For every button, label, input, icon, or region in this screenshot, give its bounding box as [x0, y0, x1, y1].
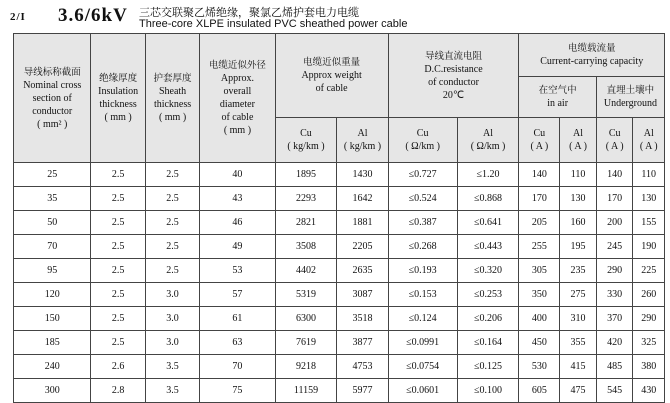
cell-air_al: 415	[560, 355, 597, 379]
header-insulation: 绝缘厚度 Insulation thickness ( mm )	[91, 34, 145, 163]
table-row	[14, 259, 665, 283]
cell-ins: 2.6	[91, 355, 145, 379]
cell-sheath: 2.5	[145, 259, 199, 283]
cell-sheath: 3.0	[145, 307, 199, 331]
table-row	[14, 379, 665, 403]
header-current: 电缆载流量 Current-carrying capacity	[519, 34, 665, 77]
cell-dia: 57	[200, 283, 275, 307]
cell-ins: 2.5	[91, 331, 145, 355]
cell-air_cu: 400	[519, 307, 560, 331]
header-section: 导线标称截面 Nominal cross section of conductor ( mm² )	[14, 34, 91, 163]
cell-air_cu: 350	[519, 283, 560, 307]
cell-r_cu: ≤0.193	[388, 259, 457, 283]
cell-sheath: 3.0	[145, 331, 199, 355]
cell-air_cu: 605	[519, 379, 560, 403]
cell-ug_al: 155	[633, 211, 665, 235]
table-row	[14, 211, 665, 235]
cell-air_al: 235	[560, 259, 597, 283]
cell-w_al: 1642	[337, 187, 388, 211]
cell-r_cu: ≤0.124	[388, 307, 457, 331]
cell-r_al: ≤0.125	[457, 355, 519, 379]
cell-w_al: 2205	[337, 235, 388, 259]
cell-air_cu: 255	[519, 235, 560, 259]
cell-dia: 75	[200, 379, 275, 403]
cell-ug_cu: 200	[596, 211, 633, 235]
cell-w_al: 1881	[337, 211, 388, 235]
table-code: 2/I	[10, 11, 26, 23]
cell-r_cu: ≤0.0601	[388, 379, 457, 403]
cell-ins: 2.5	[91, 235, 145, 259]
cell-r_al: ≤1.20	[457, 163, 519, 187]
header-weight: 电缆近似重量 Approx weight of cable	[275, 34, 388, 118]
cell-w_cu: 2293	[275, 187, 337, 211]
cell-ug_cu: 485	[596, 355, 633, 379]
table-body	[14, 163, 665, 403]
header-weight-cu: Cu ( kg/km )	[275, 118, 337, 163]
cell-ins: 2.5	[91, 283, 145, 307]
header-air-cu: Cu ( A )	[519, 118, 560, 163]
cell-ug_cu: 290	[596, 259, 633, 283]
cell-w_cu: 4402	[275, 259, 337, 283]
cell-air_al: 110	[560, 163, 597, 187]
cell-r_al: ≤0.164	[457, 331, 519, 355]
cell-r_cu: ≤0.727	[388, 163, 457, 187]
cell-ins: 2.8	[91, 379, 145, 403]
cell-w_al: 3087	[337, 283, 388, 307]
header-ug-al: Al ( A )	[633, 118, 665, 163]
cell-w_cu: 9218	[275, 355, 337, 379]
cell-section: 25	[14, 163, 91, 187]
cell-section: 95	[14, 259, 91, 283]
cell-dia: 43	[200, 187, 275, 211]
cell-air_cu: 305	[519, 259, 560, 283]
table-row	[14, 283, 665, 307]
cell-r_cu: ≤0.268	[388, 235, 457, 259]
cell-ug_al: 130	[633, 187, 665, 211]
cell-r_al: ≤0.443	[457, 235, 519, 259]
cell-r_al: ≤0.641	[457, 211, 519, 235]
cell-r_al: ≤0.253	[457, 283, 519, 307]
table-row	[14, 187, 665, 211]
cell-ug_al: 430	[633, 379, 665, 403]
cell-air_cu: 170	[519, 187, 560, 211]
cell-w_cu: 11159	[275, 379, 337, 403]
cell-dia: 70	[200, 355, 275, 379]
cell-sheath: 3.0	[145, 283, 199, 307]
header-resistance: 导线直流电阻 D.C.resistance of conductor 20℃	[388, 34, 519, 118]
cell-r_cu: ≤0.0991	[388, 331, 457, 355]
cell-w_al: 3877	[337, 331, 388, 355]
cell-r_cu: ≤0.153	[388, 283, 457, 307]
cell-r_al: ≤0.206	[457, 307, 519, 331]
cell-air_cu: 205	[519, 211, 560, 235]
title-english: Three-core XLPE insulated PVC sheathed power cable	[139, 18, 408, 30]
header-ug-cu: Cu ( A )	[596, 118, 633, 163]
cell-sheath: 2.5	[145, 187, 199, 211]
cell-w_cu: 3508	[275, 235, 337, 259]
cell-r_al: ≤0.868	[457, 187, 519, 211]
cell-w_al: 4753	[337, 355, 388, 379]
cell-dia: 53	[200, 259, 275, 283]
cell-ug_cu: 545	[596, 379, 633, 403]
cell-section: 185	[14, 331, 91, 355]
header-diameter: 电缆近似外径 Approx. overall diameter of cable ( mm )	[200, 34, 275, 163]
cell-ug_al: 225	[633, 259, 665, 283]
cell-ins: 2.5	[91, 307, 145, 331]
cell-w_al: 3518	[337, 307, 388, 331]
cell-ug_al: 290	[633, 307, 665, 331]
cell-ug_al: 260	[633, 283, 665, 307]
cell-r_cu: ≤0.387	[388, 211, 457, 235]
cell-ug_al: 190	[633, 235, 665, 259]
cell-dia: 61	[200, 307, 275, 331]
cell-ins: 2.5	[91, 187, 145, 211]
cell-ug_cu: 140	[596, 163, 633, 187]
cell-dia: 49	[200, 235, 275, 259]
cell-ins: 2.5	[91, 259, 145, 283]
cell-air_al: 355	[560, 331, 597, 355]
header-res-cu: Cu ( Ω/km )	[388, 118, 457, 163]
cell-ug_al: 110	[633, 163, 665, 187]
cell-r_cu: ≤0.524	[388, 187, 457, 211]
cell-dia: 40	[200, 163, 275, 187]
cell-air_cu: 450	[519, 331, 560, 355]
cell-section: 240	[14, 355, 91, 379]
cell-w_cu: 2821	[275, 211, 337, 235]
cell-ug_cu: 170	[596, 187, 633, 211]
cell-section: 150	[14, 307, 91, 331]
cell-r_cu: ≤0.0754	[388, 355, 457, 379]
cell-air_al: 195	[560, 235, 597, 259]
cell-w_cu: 6300	[275, 307, 337, 331]
cell-w_al: 5977	[337, 379, 388, 403]
cell-w_cu: 5319	[275, 283, 337, 307]
cell-ug_al: 325	[633, 331, 665, 355]
cell-sheath: 2.5	[145, 235, 199, 259]
table-row	[14, 355, 665, 379]
header-sheath: 护套厚度 Sheath thickness ( mm )	[145, 34, 199, 163]
cell-sheath: 3.5	[145, 379, 199, 403]
title-chinese: 三芯交联聚乙烯绝缘，聚氯乙烯护套电力电缆	[139, 6, 359, 19]
voltage-rating: 3.6/6kV	[58, 5, 128, 26]
cell-air_al: 310	[560, 307, 597, 331]
table-row	[14, 235, 665, 259]
cell-air_cu: 530	[519, 355, 560, 379]
cell-ug_cu: 245	[596, 235, 633, 259]
header-in-air: 在空气中 in air	[519, 77, 596, 118]
cell-air_al: 160	[560, 211, 597, 235]
cell-section: 120	[14, 283, 91, 307]
cell-w_cu: 7619	[275, 331, 337, 355]
cell-ug_al: 380	[633, 355, 665, 379]
cell-w_al: 1430	[337, 163, 388, 187]
cell-section: 35	[14, 187, 91, 211]
cell-ug_cu: 370	[596, 307, 633, 331]
cell-air_al: 475	[560, 379, 597, 403]
cell-ug_cu: 420	[596, 331, 633, 355]
cell-sheath: 2.5	[145, 163, 199, 187]
cell-air_al: 130	[560, 187, 597, 211]
cell-w_cu: 1895	[275, 163, 337, 187]
cell-ug_cu: 330	[596, 283, 633, 307]
cell-section: 50	[14, 211, 91, 235]
header-res-al: Al ( Ω/km )	[457, 118, 519, 163]
cell-air_al: 275	[560, 283, 597, 307]
cell-air_cu: 140	[519, 163, 560, 187]
table-row	[14, 307, 665, 331]
cell-sheath: 2.5	[145, 211, 199, 235]
header-underground: 直埋土壤中 Underground	[596, 77, 664, 118]
cell-section: 300	[14, 379, 91, 403]
cell-ins: 2.5	[91, 211, 145, 235]
table-row	[14, 331, 665, 355]
header-weight-al: Al ( kg/km )	[337, 118, 388, 163]
cell-dia: 46	[200, 211, 275, 235]
cell-r_al: ≤0.100	[457, 379, 519, 403]
cell-sheath: 3.5	[145, 355, 199, 379]
cell-r_al: ≤0.320	[457, 259, 519, 283]
table-row	[14, 163, 665, 187]
header-air-al: Al ( A )	[560, 118, 597, 163]
cell-section: 70	[14, 235, 91, 259]
cable-spec-table	[13, 33, 665, 403]
cell-w_al: 2635	[337, 259, 388, 283]
cell-dia: 63	[200, 331, 275, 355]
document-header	[8, 2, 670, 32]
cell-ins: 2.5	[91, 163, 145, 187]
